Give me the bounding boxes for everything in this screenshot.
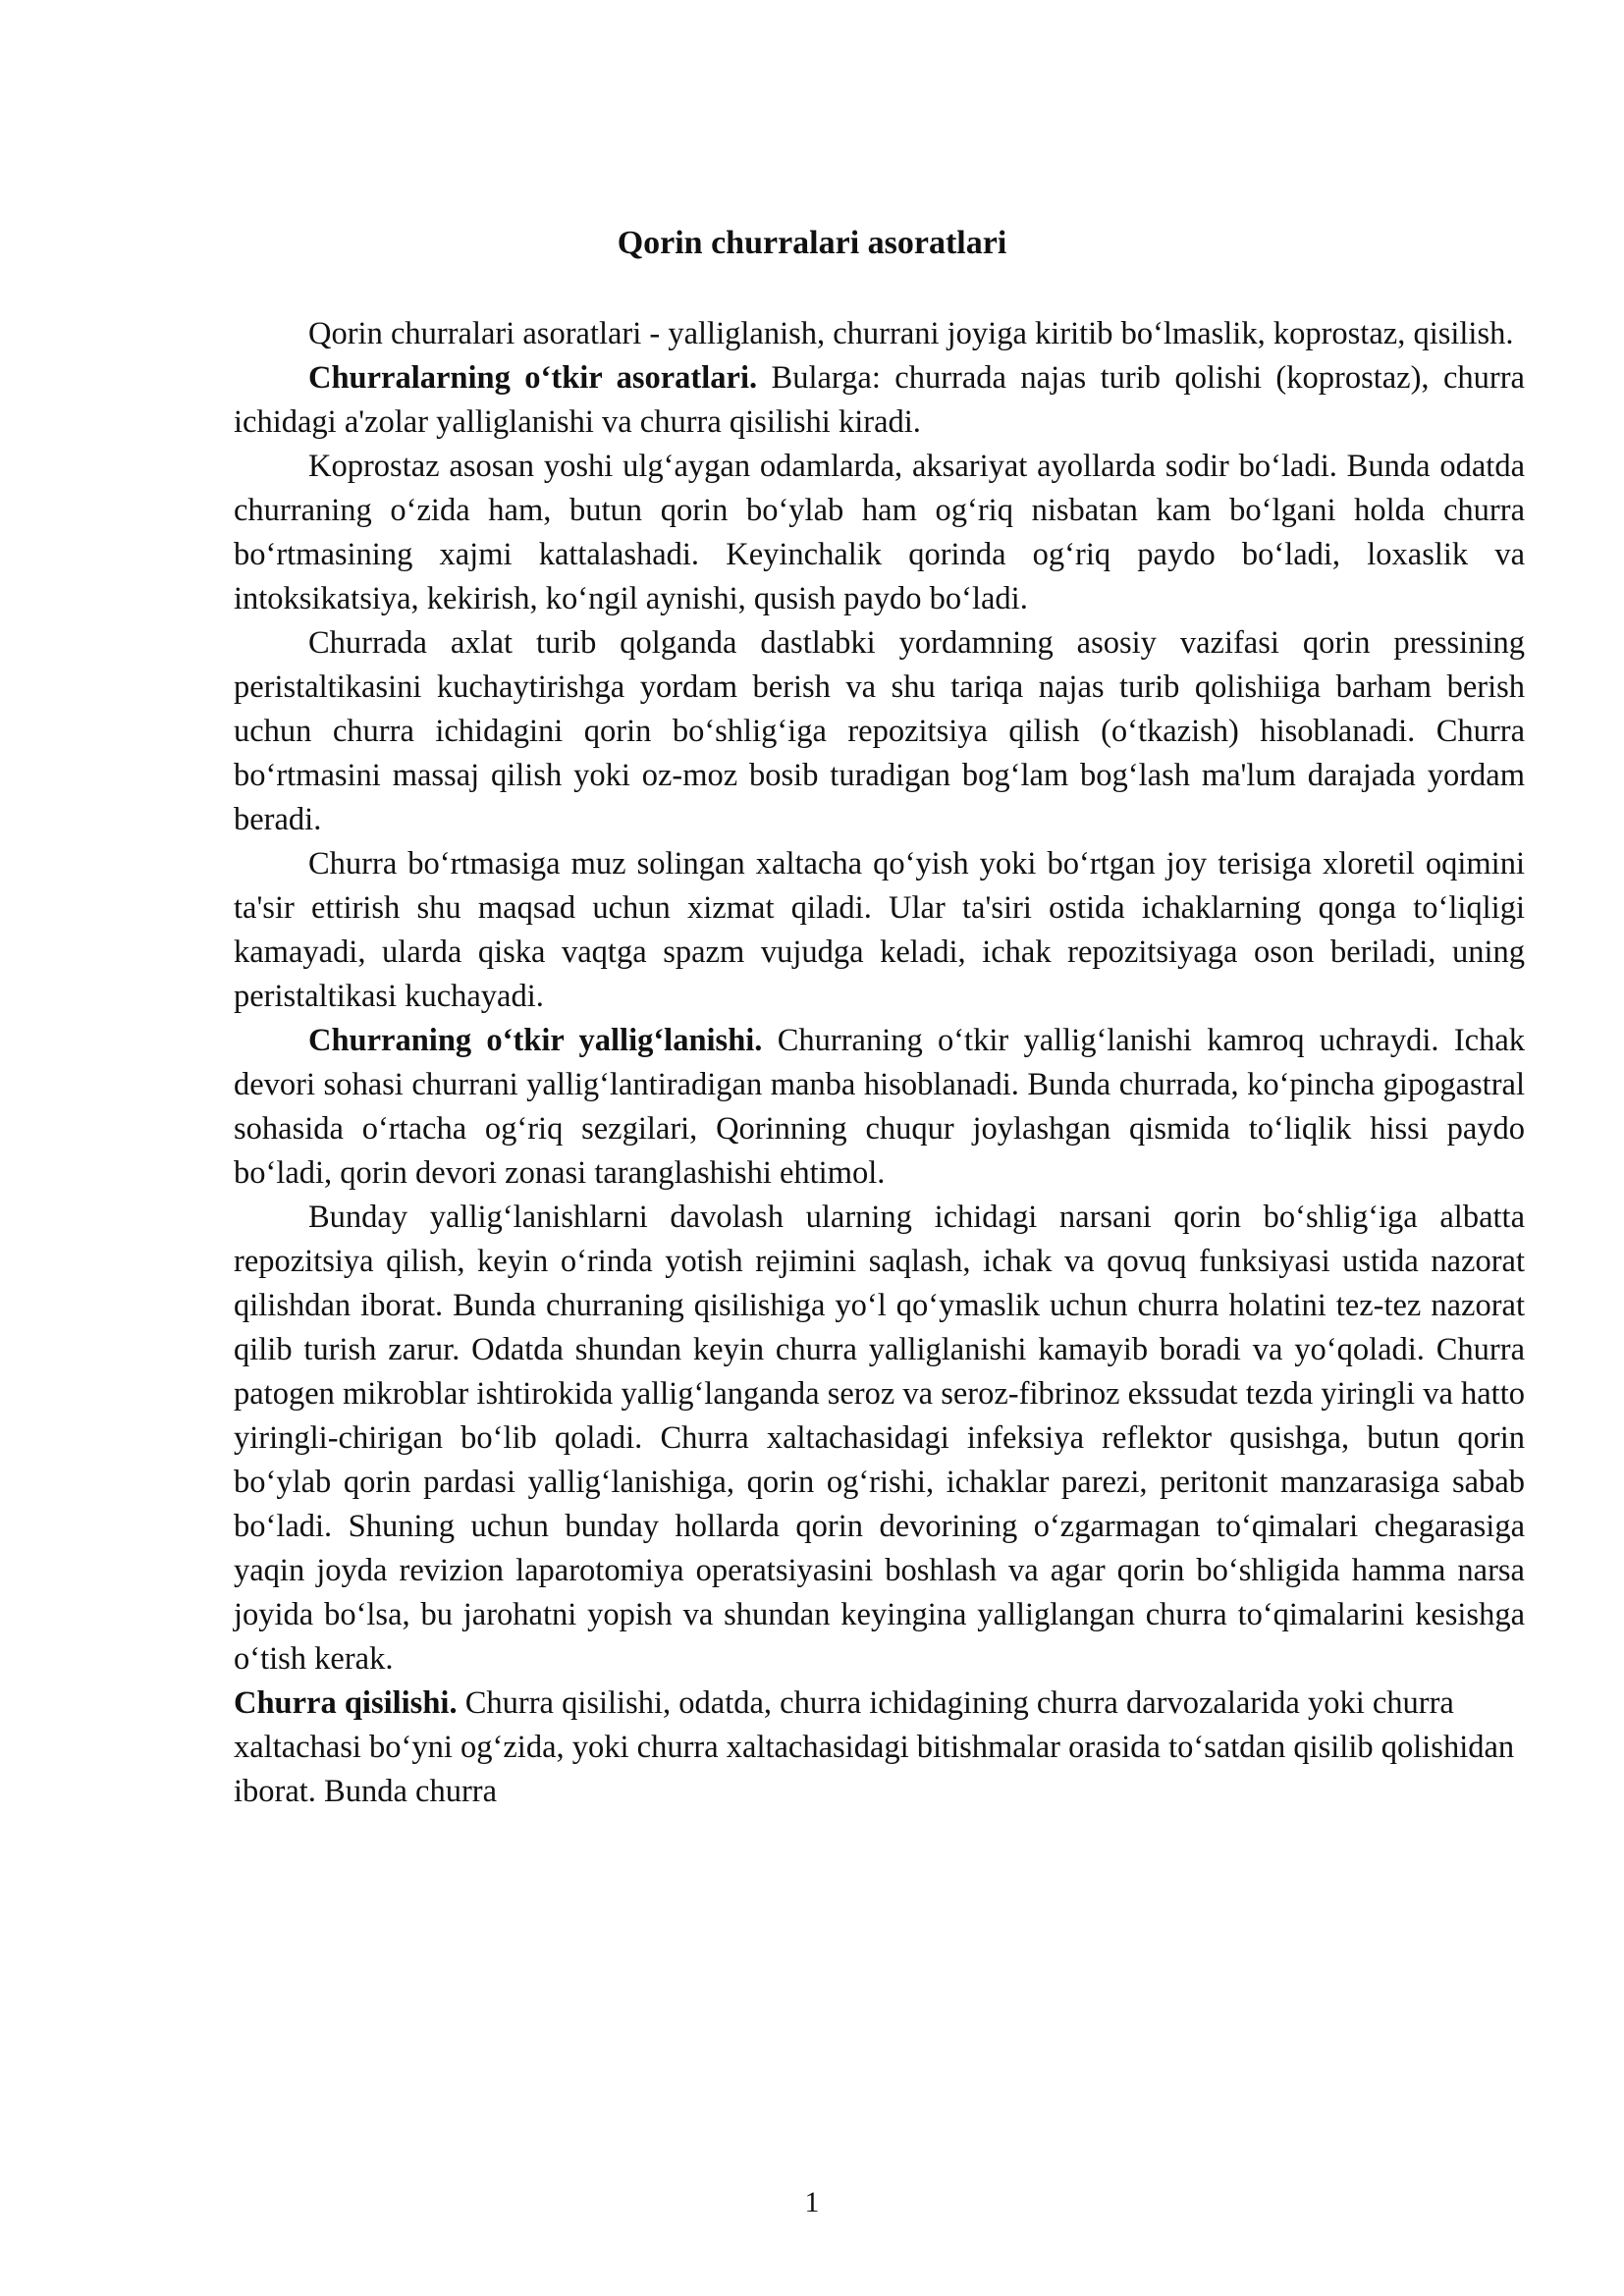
paragraph-8-lead: Churra qisilishi.: [234, 1685, 458, 1721]
paragraph-7-text: Bunday yallig‘lanishlarni davolash ularning ichidagi narsani qorin bo‘shlig‘iga albatta repozitsiya qilish, keyin o‘rinda yotish rejimini saqlash, ichak va qovuq funksiyasi ustida nazorat qilishdan iborat. Bunda churraning qisilishiga yo‘l qo‘ymaslik uchun churra holatini tez-tez nazorat qilib turish zarur. Odatda shundan keyin churra yalliglanishi kamayib boradi va yo‘qoladi. Churra patogen mikroblar ishtirokida yallig‘langanda seroz va seroz-fibrinoz ekssudat tezda yiringli va hatto yiringli-chirigan bo‘lib qoladi. Churra xaltachasidagi infeksiya reflektor qusishga, butun qorin bo‘ylab qorin pardasi yallig‘lanishiga, qorin og‘rishi, ichaklar parezi, peritonit manzarasiga sabab bo‘ladi. Shuning uchun bunday hollarda qorin devorining o‘zgarmagan to‘qimalari chegarasiga yaqin joyda revizion laparotomiya operatsiyasini boshlash va agar qorin bo‘shligida hamma narsa joyida bo‘lsa, bu jarohatni yopish va shundan keyingina yalliglangan churra to‘qimalarini kesishga o‘tish kerak.: [234, 1200, 1525, 1677]
paragraph-2-text: Bularga: churrada najas turib qolishi (koprostaz), churra ichidagi a'zolar yalliglanishi va churra qisilishi kiradi.: [234, 360, 1525, 440]
document-body: [234, 312, 1525, 1814]
paragraph-5: [234, 842, 1525, 1019]
paragraph-7: [234, 1196, 1525, 1682]
paragraph-3-text: Koprostaz asosan yoshi ulg‘aygan odamlarda, aksariyat ayollarda sodir bo‘ladi. Bunda odatda churraning o‘zida ham, butun qorin bo‘ylab ham og‘riq nisbatan kam bo‘lgani holda churra bo‘rtmasining xajmi kattalashadi. Keyinchalik qorinda og‘riq paydo bo‘ladi, loxaslik va intoksikatsiya, kekirish, ko‘ngil aynishi, qusish paydo bo‘ladi.: [234, 449, 1525, 616]
paragraph-6-lead: Churraning o‘tkir yallig‘lanishi.: [308, 1023, 763, 1058]
page-number: 1: [804, 2186, 820, 2218]
paragraph-3: [234, 445, 1525, 621]
paragraph-5-text: Churra bo‘rtmasiga muz solingan xaltacha qo‘yish yoki bo‘rtgan joy terisiga xloretil oqimini ta'sir ettirish shu maqsad uchun xizmat qiladi. Ular ta'siri ostida ichaklarning qonga to‘liqligi kamayadi, ularda qiska vaqtga spazm vujudga keladi, ichak repozitsiyaga oson beriladi, uning peristaltikasi kuchayadi.: [234, 846, 1525, 1014]
paragraph-6-text: Churraning o‘tkir yallig‘lanishi kamroq uchraydi. Ichak devori sohasi churrani yallig‘lantiradigan manba hisoblanadi. Bunda churrada, ko‘pincha gipogastral sohasida o‘rtacha og‘riq sezgilari, Qorinning chuqur joylashgan qismida to‘liqlik hissi paydo bo‘ladi, qorin devori zonasi taranglashishi ehtimol.: [234, 1023, 1525, 1191]
paragraph-4-text: Churrada axlat turib qolganda dastlabki yordamning asosiy vazifasi qorin pressining peristaltikasini kuchaytirishga yordam berish va shu tariqa najas turib qolishiiga barham berish uchun churra ichidagini qorin bo‘shlig‘iga repozitsiya qilish (o‘tkazish) hisoblanadi. Churra bo‘rtmasini massaj qilish yoki oz-moz bosib turadigan bog‘lam bog‘lash ma'lum darajada yordam beradi.: [234, 625, 1525, 837]
paragraph-8: [234, 1682, 1525, 1814]
paragraph-1-text: Qorin churralari asoratlari - yalliglanish, churrani joyiga kiritib bo‘lmaslik, koprostaz, qisilish.: [308, 316, 1514, 351]
paragraph-2: [234, 356, 1525, 445]
paragraph-2-lead: Churralarning o‘tkir asoratlari.: [308, 360, 758, 396]
paragraph-1: [234, 312, 1525, 356]
page-title: Qorin churralari asoratlari: [617, 225, 1007, 261]
paragraph-4: [234, 621, 1525, 842]
paragraph-8-text: Churra qisilishi, odatda, churra ichidagining churra darvozalarida yoki churra xaltachasi bo‘yni og‘zida, yoki churra xaltachasidagi bitishmalar orasida to‘satdan qisilib qolishidan iborat. Bunda churra: [234, 1685, 1515, 1809]
paragraph-6: [234, 1019, 1525, 1196]
